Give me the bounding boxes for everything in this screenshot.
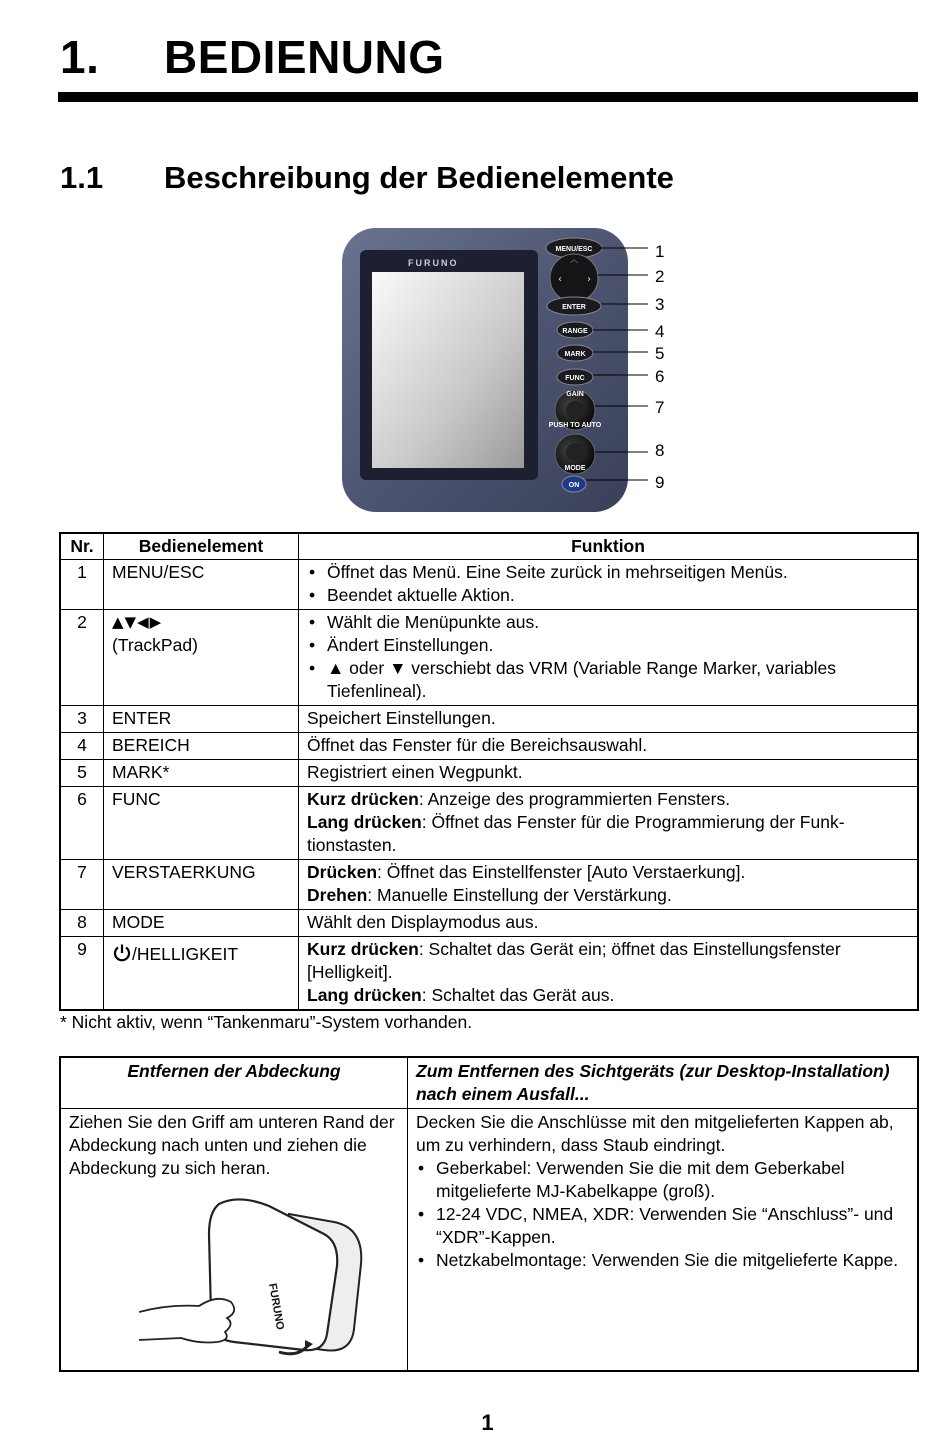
list-item: • ▲ oder ▼ verschiebt das VRM (Variable Range Marker, variables Tiefenlineal). [307,657,909,703]
row-nr: 3 [60,706,104,733]
row-nr: 1 [60,560,104,610]
row-nr: 6 [60,787,104,860]
row-nr: 2 [60,610,104,706]
long-press-text: : Schaltet das Gerät aus. [421,985,615,1005]
callout-9: 9 [655,473,665,492]
section-number: 1.1 [60,160,104,195]
short-press-text: : Anzeige des programmierten Fensters. [418,789,731,809]
trackpad-right-icon: › [587,274,591,285]
power-icon [112,943,132,963]
header-nr: Nr. [60,533,104,560]
row-function: Registriert einen Wegpunkt. [299,760,919,787]
brightness-label: /HELLIGKEIT [132,944,239,964]
gain-label: GAIN [566,391,584,398]
short-press-text: : Schaltet das Gerät ein; öffnet das Einstellungsfenster [Helligkeit]. [307,939,841,982]
callout-7: 7 [655,398,665,417]
long-press-line [307,811,909,857]
list-item: • Netzkabelmontage: Verwenden Sie die mitgelieferte Kappe. [416,1249,909,1272]
row-control: FUNC [104,787,299,860]
callout-8: 8 [655,441,665,460]
row-nr: 5 [60,760,104,787]
cover-header-row [60,1057,918,1109]
section-heading [60,160,674,196]
press-line [307,861,909,884]
list-item: • Ändert Einstellungen. [307,634,909,657]
turn-line [307,884,909,907]
chapter-number: 1. [60,31,100,83]
table-row [60,910,918,937]
mark-label: MARK [564,351,586,358]
mark-button[interactable] [557,345,593,361]
func-label: FUNC [565,375,585,382]
turn-label: Drehen [307,885,368,905]
row-control: MODE [104,910,299,937]
push-to-auto-label: PUSH TO AUTO [548,422,602,429]
row-function [299,610,919,706]
short-press-label: Kurz drücken [307,939,419,959]
row-control [104,610,299,706]
table-row [60,760,918,787]
row-control: MARK* [104,760,299,787]
row-control: MENU/ESC [104,560,299,610]
list-item: • Öffnet das Menü. Eine Seite zurück in mehrseitigen Menüs. [307,561,909,584]
long-press-label: Lang drücken [307,812,422,832]
device-screen [372,272,524,468]
list-item: • Geberkabel: Verwenden Sie die mit dem Geberkabel mitgelieferte MJ-Kabelkappe (groß). [416,1157,909,1203]
row-control: VERSTAERKUNG [104,860,299,910]
row-nr: 9 [60,937,104,1011]
row-control: BEREICH [104,733,299,760]
row-function [299,860,919,910]
cover-right-intro: Decken Sie die Anschlüsse mit den mitgelieferten Kappen ab, um zu verhindern, dass Staub eindringt. [416,1112,894,1155]
row-function: Öffnet das Fenster für die Bereichsauswahl. [299,733,919,760]
trackpad-up-icon: ︿ [570,255,578,264]
cover-body-row [60,1109,918,1372]
header-function: Funktion [299,533,919,560]
table-row [60,560,918,610]
controls-table [59,532,919,1011]
callout-6: 6 [655,367,665,386]
mode-label: MODE [564,465,586,472]
enter-button[interactable] [547,297,601,315]
row-nr: 4 [60,733,104,760]
list-item: • 12-24 VDC, NMEA, XDR: Verwenden Sie “Anschluss”- und “XDR”-Kappen. [416,1203,909,1249]
short-press-line [307,788,909,811]
trackpad-left-icon: ‹ [558,274,562,285]
row-nr: 8 [60,910,104,937]
cover-removal-illustration [139,1194,369,1364]
long-press-label: Lang drücken [307,985,422,1005]
range-button[interactable] [557,322,593,338]
row-function: Wählt den Displaymodus aus. [299,910,919,937]
trackpad[interactable] [550,254,598,302]
header-control: Bedienelement [104,533,299,560]
device-illustration [330,226,680,516]
callout-numbers [655,242,664,492]
press-text: : Öffnet das Einstellfenster [Auto Verstaerkung]. [377,862,746,882]
section-title: Beschreibung der Bedienelemente [164,160,674,195]
mode-knob[interactable] [555,434,595,474]
chapter-heading [60,30,445,84]
table-row [60,937,918,1011]
callout-4: 4 [655,322,665,341]
chapter-title: BEDIENUNG [164,31,445,83]
menu-esc-label: MENU/ESC [555,246,593,253]
list-item: • Beendet aktuelle Aktion. [307,584,909,607]
func-button[interactable] [557,369,593,385]
row-function: Speichert Einstellungen. [299,706,919,733]
range-label: RANGE [562,328,588,335]
table-row [60,787,918,860]
cover-table [59,1056,919,1372]
trackpad-label: (TrackPad) [112,635,198,655]
callout-3: 3 [655,295,665,314]
row-control [104,937,299,1011]
cover-brand: FURUNO [266,1282,287,1331]
cover-left-header: Entfernen der Abdeckung [60,1057,408,1109]
turn-text: : Manuelle Einstellung der Verstärkung. [367,885,672,905]
table-row [60,733,918,760]
long-press-line [307,984,909,1007]
short-press-line [307,938,909,984]
press-label: Drücken [307,862,378,882]
power-button[interactable] [562,476,586,492]
device-brand: FURUNO [408,258,459,268]
trackpad-arrows-icon: ▲▼◀▶ [112,613,163,631]
row-function [299,560,919,610]
long-press-text: : Öffnet das Fenster für die Programmierung der Funk-tionstasten. [307,812,845,855]
footnote: * Nicht aktiv, wenn “Tankenmaru”-System vorhanden. [60,1012,473,1032]
power-label: ON [568,482,580,489]
row-function [299,787,919,860]
table-row [60,610,918,706]
callout-5: 5 [655,344,665,363]
callout-1: 1 [655,242,665,261]
cover-left-text: Ziehen Sie den Griff am unteren Rand der Abdeckung nach unten und ziehen die Abdeckung zu sich heran. [69,1112,395,1178]
cover-left-cell [60,1109,408,1372]
row-function [299,937,919,1011]
table-row [60,860,918,910]
cover-right-cell [408,1109,919,1372]
list-item: • Wählt die Menüpunkte aus. [307,611,909,634]
table-row [60,706,918,733]
enter-label: ENTER [562,304,586,311]
short-press-label: Kurz drücken [307,789,419,809]
callout-2: 2 [655,267,665,286]
cover-right-header: Zum Entfernen des Sichtgeräts (zur Desktop-Installation) nach einem Ausfall... [408,1057,919,1109]
table-header-row [60,533,918,560]
row-nr: 7 [60,860,104,910]
heading-rule [58,92,918,102]
row-control: ENTER [104,706,299,733]
page-number: 1 [481,1410,494,1435]
